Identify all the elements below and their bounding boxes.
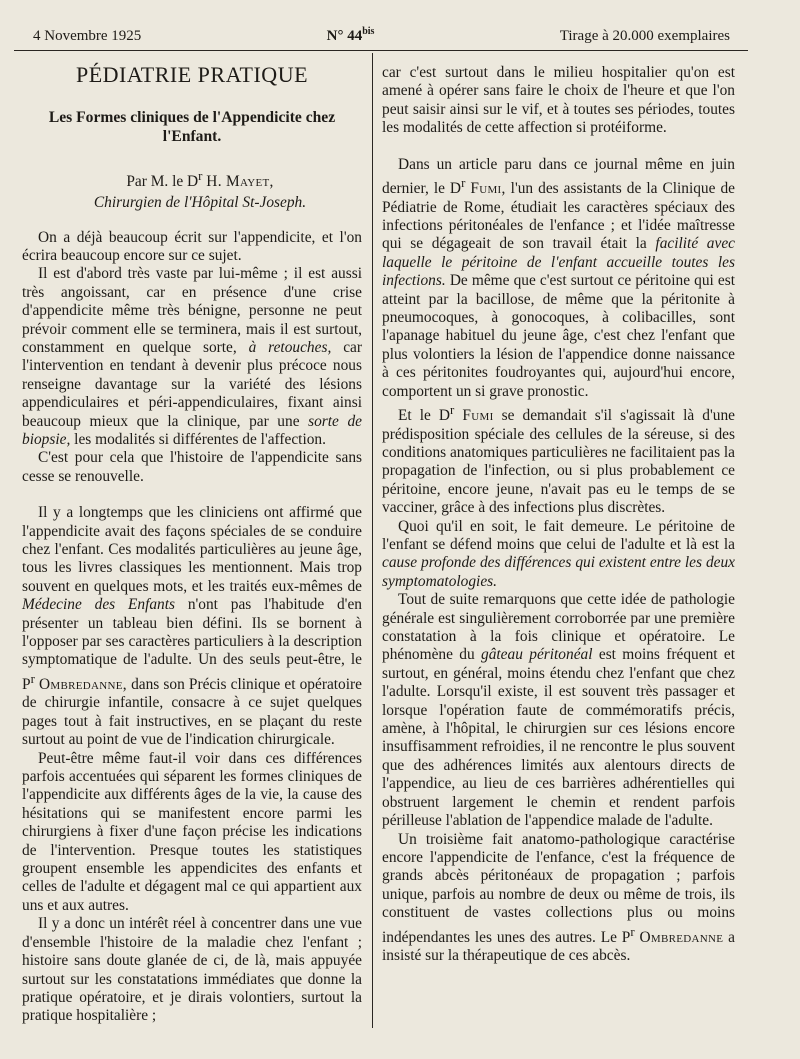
issue-date: 4 Novembre 1925 [33,28,142,44]
author-line: Par M. le $D^r$ H. Mayet, [126,169,274,191]
paragraph: Dans un article paru dans ce journal même en juin dernier, le $D^r$ Fumi, l'un des assistants de la Clinique de Pédiatrie de Rome, étudiait les caractères spéciaux des infections péritonéales de l'enfance ; et l'idée maîtresse qui se dégageait de son travail était la facilité avec laquelle le péritoine de l'enfant accueille toutes les infections. De même que c'est surtout ce péritoine qui est atteint par la bacillose, de même que la péritonite à pneumocoques, à gonocoques, à colibacilles, sont l'apanage habituel du jeune âge, c'est chez l'enfant que plus volontiers la lésion de l'appendice donne naissance à ces péritonites foudroyantes qui, aujourd'hui encore, comportent un si grave pronostic. [382,155,735,400]
page-header [33,26,730,48]
paragraph: Et le $D^r$ Fumi se demandait s'il s'agissait là d'une prédisposition spéciale des cellules de la séreuse, si des conditions anatomiques particulières ne facilitaient pas la propagation de l'infection, ou si plus probablement ce péritoine, encore jeune, n'avait pas eu le temps de se vacciner, grâce à des infections plus discrètes. [382,403,736,517]
author-role: Chirurgien de l'Hôpital St-Joseph. [93,193,307,211]
article-title: Les Formes cliniques de l'Appendicite chez l'Enfant. [48,109,336,146]
column-divider [372,53,373,1028]
print-run: Tirage à 20.000 exemplaires [559,28,730,44]
paragraph: Tout de suite remarquons que cette idée de pathologie générale est singulièrement corroborrée par une première constatation à la fois clinique et opératoire. Le phénomène du gâteau péritonéal est moins fréquent et surtout, en général, moins étendu chez l'enfant que chez l'adulte. Lorsqu'il existe, il est souvent très passager et lorsque l'opération faute de commémoratifs précis, amène, à l'hôpital, le chirurgien sur ces lésions encore insuffisamment refroidies, il ne rencontre le plus souvent que des adhérences limités aux alentours directs de l'appendice, au lieu de ces barrières adhérentielles qui obstruent largement le chemin et rendent parfois périlleuse l'ablation de l'appendice malade de l'adulte. [382,591,735,830]
issue-number: N° $44^{bis}$ [326,26,375,44]
paragraph: Il y a longtemps que les cliniciens ont affirmé que l'appendicite avait des façons spéciales de se conduire chez l'enfant. Ces modalités particulières au jeune âge, tous les livres classiques les mentionnent. Mais trop souvent en quelques mots, et les traités eux-mêmes de Médecine des Enfants n'ont pas l'habitude d'en présenter un tableau bien défini. Ils se bornent à l'opposer par ses caractères particuliers à la description symptomatique de l'adulte. Un des seuls peut-être, le $P^r$ Ombredanne, dans son Précis clinique et opératoire de chirurgie infantile, consacre à ce sujet quelques pages tout à fait instructives, en se plaçant du reste surtout au point de vue de l'indication chirurgicale. [22,504,362,749]
paragraph: Peut-être même faut-il voir dans ces différences parfois accentuées qui séparent les formes cliniques de l'appendicite aux différents âges de la vie, la cause des hésitations qui se manifestent encore parmi les chirurgiens à fixer d'une façon précise les indications de l'intervention. Presque toutes les statistiques groupent ensemble les appendicites des enfants et celles de l'adulte et dégagent mal ce qui appartient aux uns et aux autres. [22,749,362,914]
right-column [382,64,735,965]
section-title: PÉDIATRIE PRATIQUE [75,62,309,87]
paragraph: Un troisième fait anatomo-pathologique caractérise encore l'appendicite de l'enfance, c'est la fréquence de grands abcès péritonéaux de propagation ; parfois unique, parfois au nombre de deux ou même de trois, ils constituent de vastes collections plus ou moins indépendantes les unes des autres. Le $P^r$ Ombredanne a insisté sur la thérapeutique de ces abcès. [382,830,735,965]
paragraph: Il y a donc un intérêt réel à concentrer dans une vue d'ensemble l'histoire de la maladie chez l'enfant ; histoire sans doute glanée de ci, de là, mais appuyée surtout sur les constatations immédiates que donne la pratique opératoire, et je dirais volontiers, surtout la pratique hospitalière ; [22,915,362,1025]
paragraph: C'est pour cela que l'histoire de l'appendicite sans cesse se renouvelle. [22,449,362,485]
paragraph: Il est d'abord très vaste par lui-même ; il est aussi très angoissant, car en présence d'une crise d'appendicite même très bénigne, personne ne peut prévoir comment elle se terminera, mais il est surtout, constamment en quelque sorte, à retouches, car l'intervention en tendant à devenir plus précoce nous renseigne davantage sur la variété des lésions appendiculaires et péri-appendiculaires, fixant ainsi beaucoup mieux que la clinique, par une sorte de biopsie, les modalités si différentes de l'affection. [22,265,362,448]
paragraph: car c'est surtout dans le milieu hospitalier qu'on est amené à opérer sans faire le choix de l'heure et que l'on peut saisir ainsi sur le vif, et à toutes ses périodes, toutes les modalités de cette affection si protéiforme. [382,64,735,137]
paragraph: On a déjà beaucoup écrit sur l'appendicite, et l'on écrira beaucoup encore sur ce sujet. [22,228,362,264]
paragraph: Quoi qu'il en soit, le fait demeure. Le péritoine de l'enfant se défend moins que celui de l'adulte et là est la cause profonde des différences qui existent entre les deux symptomatologies. [382,517,735,590]
header-rule [14,50,748,51]
left-column [22,62,362,1026]
